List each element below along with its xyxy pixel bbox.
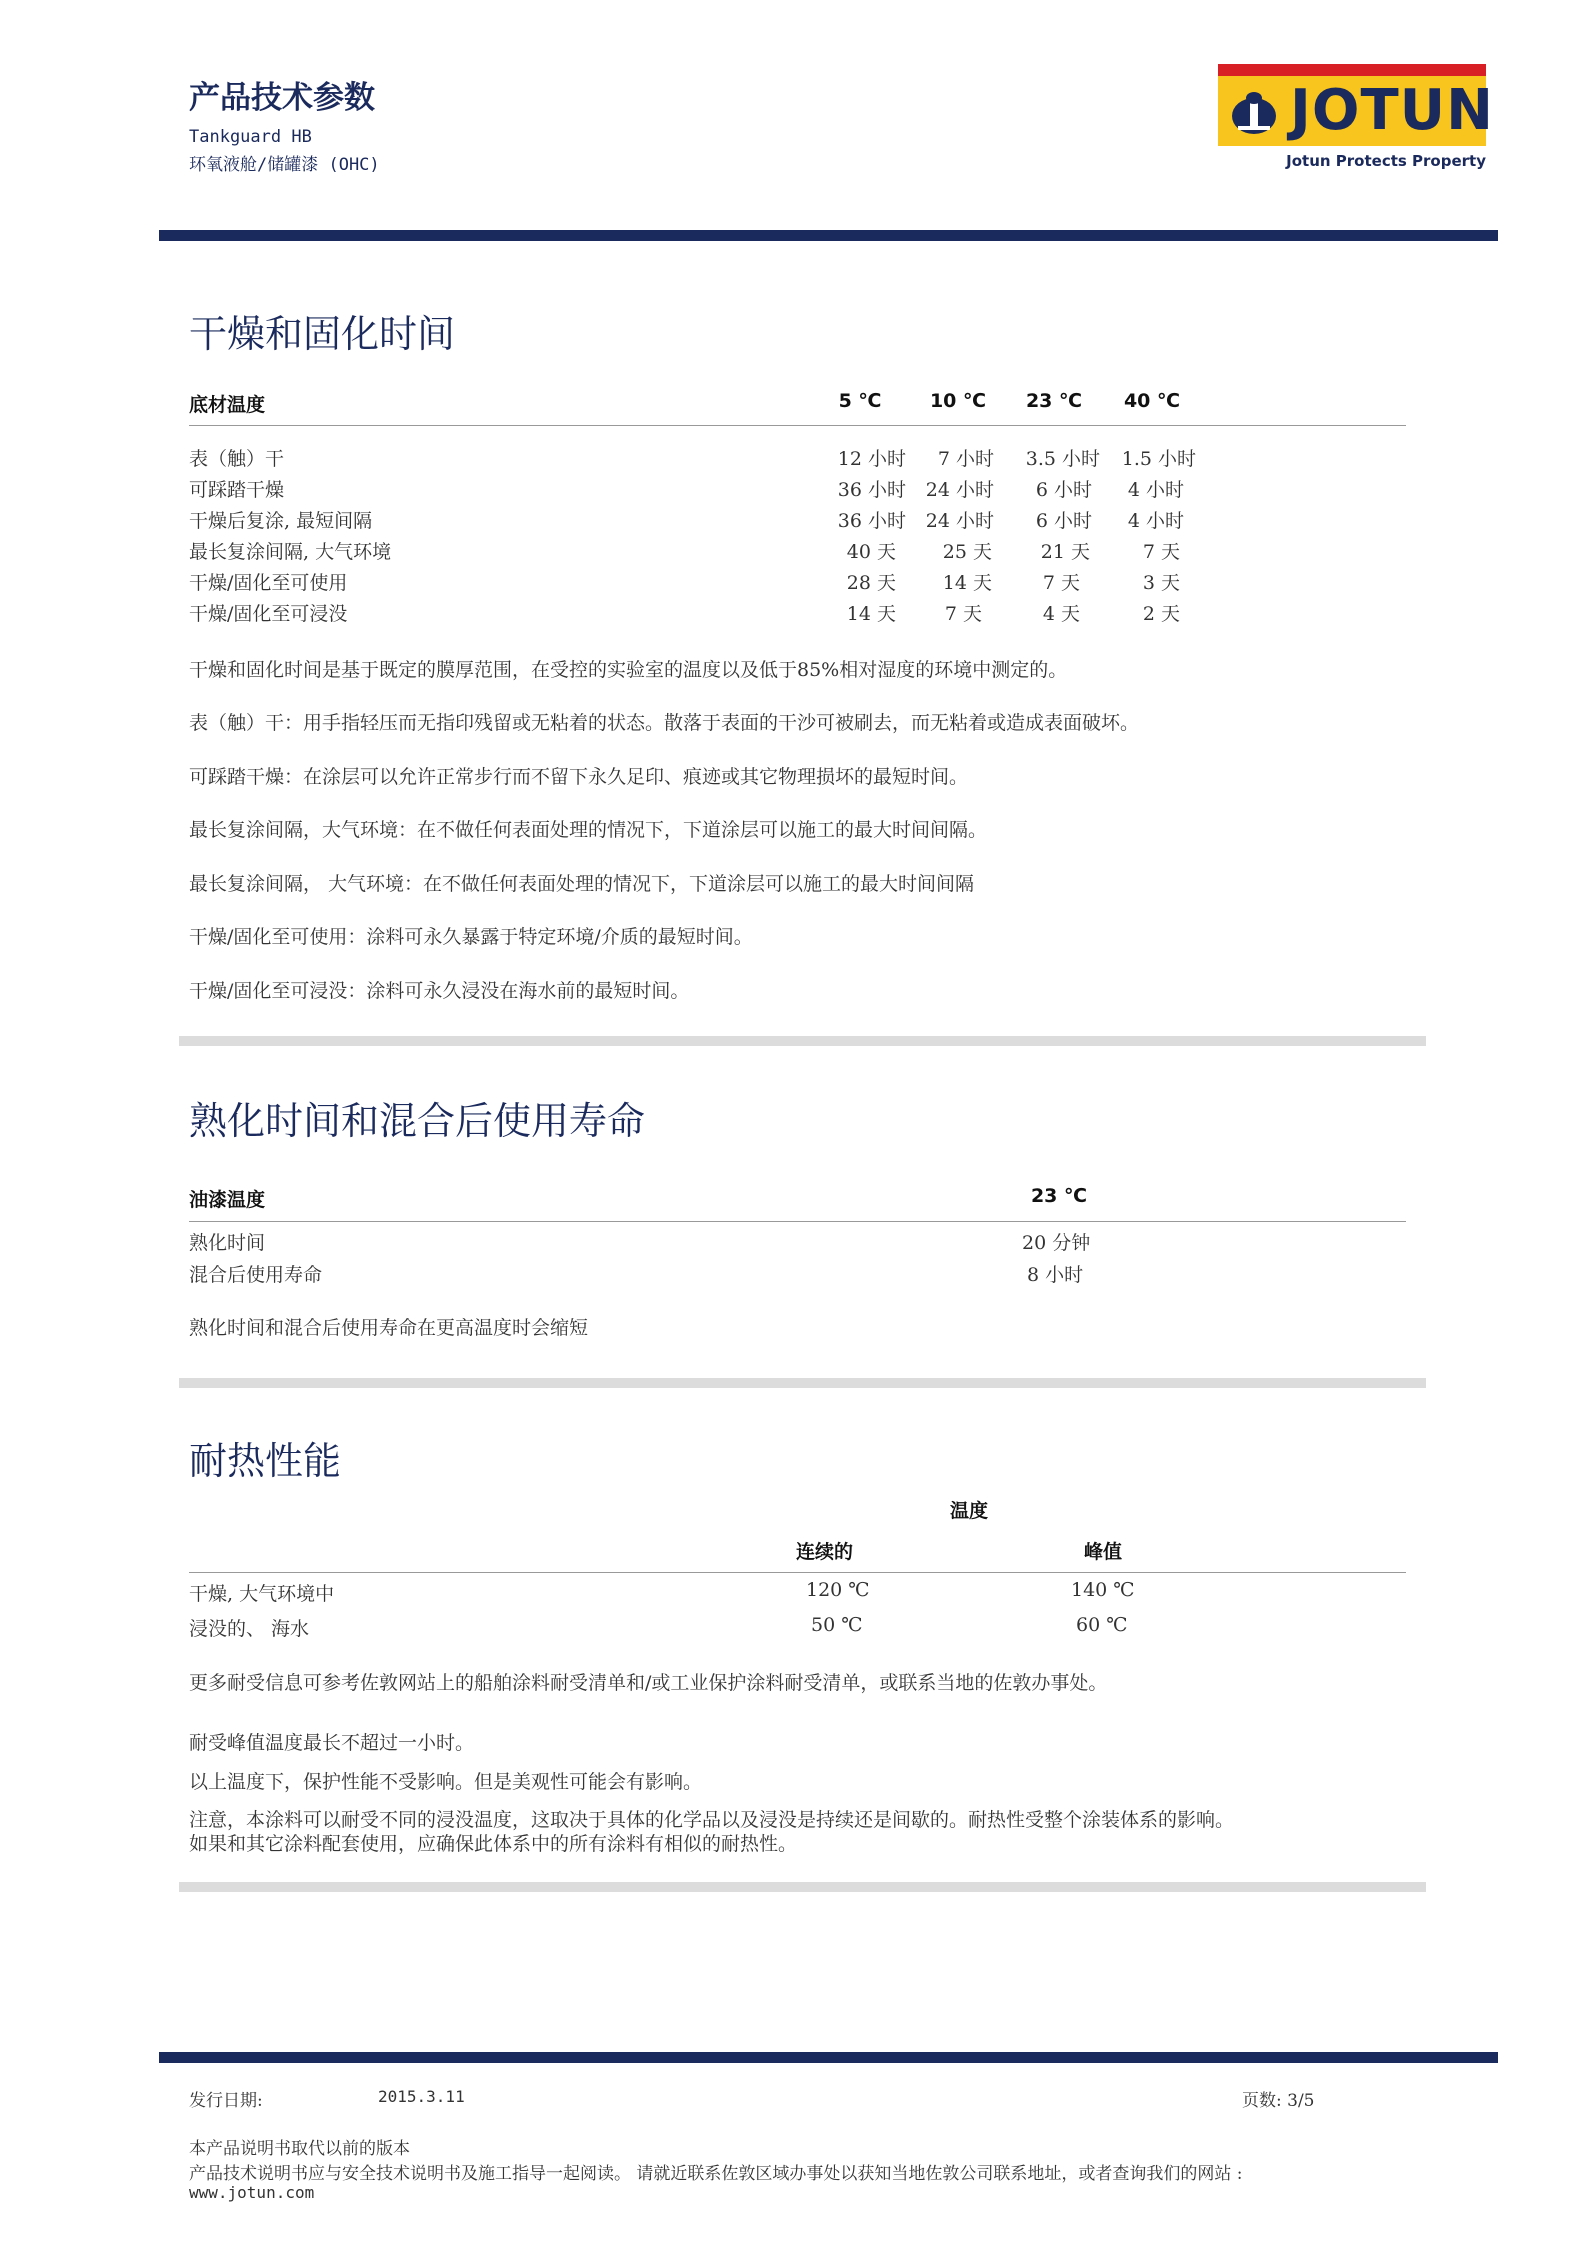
logo-tagline: Jotun Protects Property	[1286, 152, 1486, 170]
table-cell: 12 小时	[837, 448, 906, 470]
footer-supersedes-note: 本产品说明书取代以前的版本	[189, 2139, 410, 2159]
table-cell: 24 小时	[925, 510, 994, 532]
heat-note-3: 以上温度下，保护性能不受影响。但是美观性可能会有影响。	[189, 1771, 703, 1793]
table-cell: 3.5 小时	[1025, 448, 1100, 470]
section-divider	[179, 1378, 1426, 1388]
document-type-title: 产品技术参数	[189, 80, 375, 116]
table-cell: 6 小时	[1035, 510, 1092, 532]
heat-note-4: 注意，本涂料可以耐受不同的浸没温度，这取决于具体的化学品以及浸没是持续还是间歇的。耐热性受整个涂装体系的影响。	[189, 1809, 1235, 1831]
product-name: Tankguard HB	[189, 127, 312, 147]
drying-temp-10: 10 ℃	[929, 390, 987, 412]
heat-group-header: 温度	[950, 1500, 989, 1522]
product-description: 环氧液舱/储罐漆 (OHC)	[189, 155, 380, 175]
table-cell: 36 小时	[837, 510, 906, 532]
table-row-label: 最长复涂间隔, 大气环境	[189, 541, 392, 563]
table-row-label: 可踩踏干燥	[189, 479, 285, 501]
footer-website-link[interactable]: www.jotun.com	[189, 2183, 315, 2202]
drying-note-6: 干燥/固化至可使用：涂料可永久暴露于特定环境/介质的最短时间。	[189, 926, 753, 948]
drying-temp-5: 5 ℃	[838, 390, 882, 412]
table-cell: 24 小时	[925, 479, 994, 501]
section-title-drying: 干燥和固化时间	[189, 312, 456, 356]
table-cell: 4 小时	[1127, 510, 1184, 532]
table-cell: 7 天	[1042, 572, 1080, 594]
drying-temp-40: 40 ℃	[1123, 390, 1181, 412]
logo-red-stripe	[1218, 64, 1486, 76]
table-row-label: 熟化时间	[189, 1232, 266, 1254]
section-title-heat: 耐热性能	[189, 1439, 342, 1483]
table-row-label: 干燥/固化至可浸没	[189, 603, 348, 625]
heat-col-peak: 峰值	[1084, 1541, 1123, 1563]
induction-note: 熟化时间和混合后使用寿命在更高温度时会缩短	[189, 1317, 589, 1339]
table-row-label: 混合后使用寿命	[189, 1264, 323, 1286]
table-cell: 140 ℃	[1071, 1579, 1135, 1601]
heat-note-1: 更多耐受信息可参考佐敦网站上的船舶涂料耐受清单和/或工业保护涂料耐受清单，或联系当地的佐敦办事处。	[189, 1672, 1108, 1694]
table-cell: 4 小时	[1127, 479, 1184, 501]
table-cell: 120 ℃	[806, 1579, 870, 1601]
footer-divider	[159, 2052, 1498, 2063]
table-cell: 7 天	[944, 603, 982, 625]
table-cell: 2 天	[1142, 603, 1180, 625]
section-divider	[179, 1882, 1426, 1892]
drying-note-3: 可踩踏干燥：在涂层可以允许正常步行而不留下永久足印、痕迹或其它物理损坏的最短时间。	[189, 766, 969, 788]
table-row-label: 干燥后复涂, 最短间隔	[189, 510, 373, 532]
heat-table-rule	[189, 1572, 1406, 1573]
logo-wordmark: JOTUN	[1290, 78, 1494, 143]
table-cell: 36 小时	[837, 479, 906, 501]
header-divider	[159, 230, 1498, 241]
drying-note-7: 干燥/固化至可浸没：涂料可永久浸没在海水前的最短时间。	[189, 980, 690, 1002]
heat-col-continuous: 连续的	[796, 1541, 854, 1563]
drying-table-header: 底材温度	[189, 394, 266, 416]
table-cell: 6 小时	[1035, 479, 1092, 501]
drying-note-5: 最长复涂间隔， 大气环境：在不做任何表面处理的情况下，下道涂层可以施工的最大时间间隔	[189, 873, 975, 895]
table-cell: 8 小时	[1027, 1264, 1084, 1286]
drying-temp-23: 23 ℃	[1025, 390, 1083, 412]
drying-note-4: 最长复涂间隔，大气环境：在不做任何表面处理的情况下，下道涂层可以施工的最大时间间隔。	[189, 819, 988, 841]
table-cell: 14 天	[942, 572, 992, 594]
table-cell: 7 天	[1142, 541, 1180, 563]
issue-date-label: 发行日期:	[189, 2091, 263, 2111]
table-cell: 20 分钟	[1022, 1232, 1091, 1254]
drying-note-2: 表（触）干：用手指轻压而无指印残留或无粘着的状态。散落于表面的干沙可被刷去，而无粘着或造成表面破坏。	[189, 712, 1140, 734]
table-row-label: 干燥, 大气环境中	[189, 1583, 335, 1605]
table-cell: 25 天	[942, 541, 992, 563]
table-cell: 28 天	[846, 572, 896, 594]
issue-date-value: 2015.3.11	[378, 2087, 465, 2106]
heat-note-2: 耐受峰值温度最长不超过一小时。	[189, 1732, 475, 1754]
induction-temp-23: 23 ℃	[1030, 1185, 1088, 1207]
table-row-label: 表（触）干	[189, 448, 285, 470]
jotun-emblem-icon	[1226, 86, 1282, 138]
section-title-induction: 熟化时间和混合后使用寿命	[189, 1099, 646, 1143]
table-cell: 40 天	[846, 541, 896, 563]
jotun-logo	[1218, 64, 1494, 176]
table-cell: 7 小时	[937, 448, 994, 470]
table-cell: 3 天	[1142, 572, 1180, 594]
table-cell: 1.5 小时	[1121, 448, 1196, 470]
table-cell: 60 ℃	[1076, 1614, 1128, 1636]
table-cell: 50 ℃	[811, 1614, 863, 1636]
heat-note-5: 如果和其它涂料配套使用，应确保此体系中的所有涂料有相似的耐热性。	[189, 1833, 798, 1855]
page-number: 页数: 3/5	[1242, 2091, 1315, 2111]
table-row-label: 干燥/固化至可使用	[189, 572, 348, 594]
table-cell: 4 天	[1042, 603, 1080, 625]
table-cell: 14 天	[846, 603, 896, 625]
drying-table-rule	[189, 425, 1406, 426]
table-cell: 21 天	[1040, 541, 1090, 563]
induction-table-rule	[189, 1221, 1406, 1222]
table-row-label: 浸没的、 海水	[189, 1618, 310, 1640]
induction-table-header: 油漆温度	[189, 1189, 266, 1211]
footer-reading-note: 产品技术说明书应与安全技术说明书及施工指导一起阅读。 请就近联系佐敦区域办事处以获知当地佐敦公司联系地址，或者查询我们的网站 :	[189, 2164, 1243, 2184]
drying-note-1: 干燥和固化时间是基于既定的膜厚范围，在受控的实验室的温度以及低于85%相对湿度的环境中测定的。	[189, 659, 1068, 681]
section-divider	[179, 1036, 1426, 1046]
